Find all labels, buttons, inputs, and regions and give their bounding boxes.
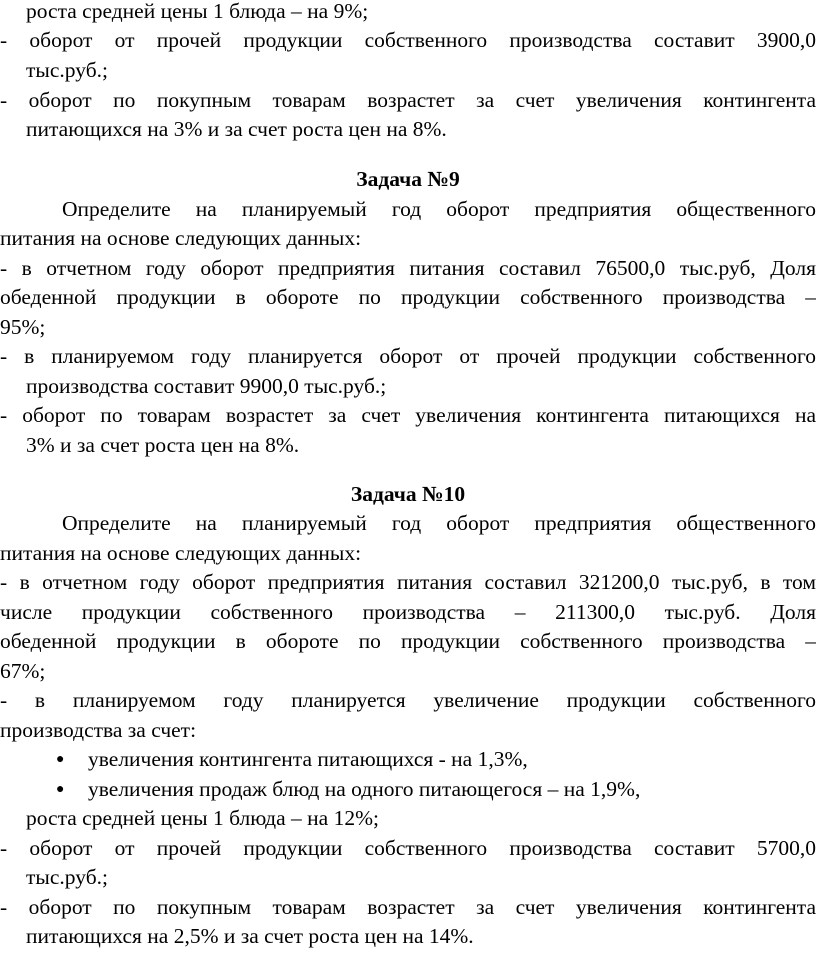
text-line: питания на основе следующих данных: <box>0 226 362 250</box>
text-line: - оборот от прочей продукции собственного производства составит 5700,0 <box>0 836 816 860</box>
list-item: увеличения контингента питающихся - на 1,3%, <box>88 747 528 771</box>
text-line: 67%; <box>0 659 46 683</box>
text-line: числе продукции собственного производства – 211300,0 тыс.руб. Доля <box>0 600 816 624</box>
text-line: роста средней цены 1 блюда – на 12%; <box>26 806 379 830</box>
text-line: питания на основе следующих данных: <box>0 541 362 565</box>
bullet-icon: ● <box>56 782 65 797</box>
text-line: - в отчетном году оборот предприятия питания составил 321200,0 тыс.руб, в том <box>0 570 816 594</box>
text-line: - оборот от прочей продукции собственного производства составит 3900,0 <box>0 28 816 52</box>
text-line: производства за счет: <box>0 718 197 742</box>
text-line: - в отчетном году оборот предприятия питания составил 76500,0 тыс.руб, Доля <box>0 256 816 280</box>
text-line: обеденной продукции в обороте по продукции собственного производства – <box>0 285 816 309</box>
text-line: 3% и за счет роста цен на 8%. <box>26 433 300 457</box>
text-line: Определите на планируемый год оборот предприятия общественного <box>62 197 816 221</box>
task-heading: Задача №10 <box>350 482 466 506</box>
text-line: производства составит 9900,0 тыс.руб.; <box>26 374 387 398</box>
text-line: - оборот по покупным товарам возрастет за счет увеличения контингента <box>0 88 816 112</box>
text-line: Определите на планируемый год оборот предприятия общественного <box>62 511 816 535</box>
text-line: тыс.руб.; <box>26 865 108 889</box>
task-heading: Задача №9 <box>356 167 460 191</box>
text-line: - оборот по товарам возрастет за счет увеличения контингента питающихся на <box>0 403 816 427</box>
text-line: 95%; <box>0 315 46 339</box>
text-line: - оборот по покупным товарам возрастет за счет увеличения контингента <box>0 895 816 919</box>
bullet-icon: ● <box>56 752 65 767</box>
text-line: тыс.руб.; <box>26 58 108 82</box>
text-line: - в планируемом году планируется увеличение продукции собственного <box>0 688 816 712</box>
text-line: роста средней цены 1 блюда – на 9%; <box>26 0 369 23</box>
text-line: - в планируемом году планируется оборот от прочей продукции собственного <box>0 344 816 368</box>
list-item: увеличения продаж блюд на одного питающегося – на 1,9%, <box>88 777 641 801</box>
text-line: питающихся на 2,5% и за счет роста цен на 14%. <box>26 924 474 948</box>
text-line: питающихся на 3% и за счет роста цен на 8%. <box>26 117 447 141</box>
text-line: обеденной продукции в обороте по продукции собственного производства – <box>0 629 816 653</box>
